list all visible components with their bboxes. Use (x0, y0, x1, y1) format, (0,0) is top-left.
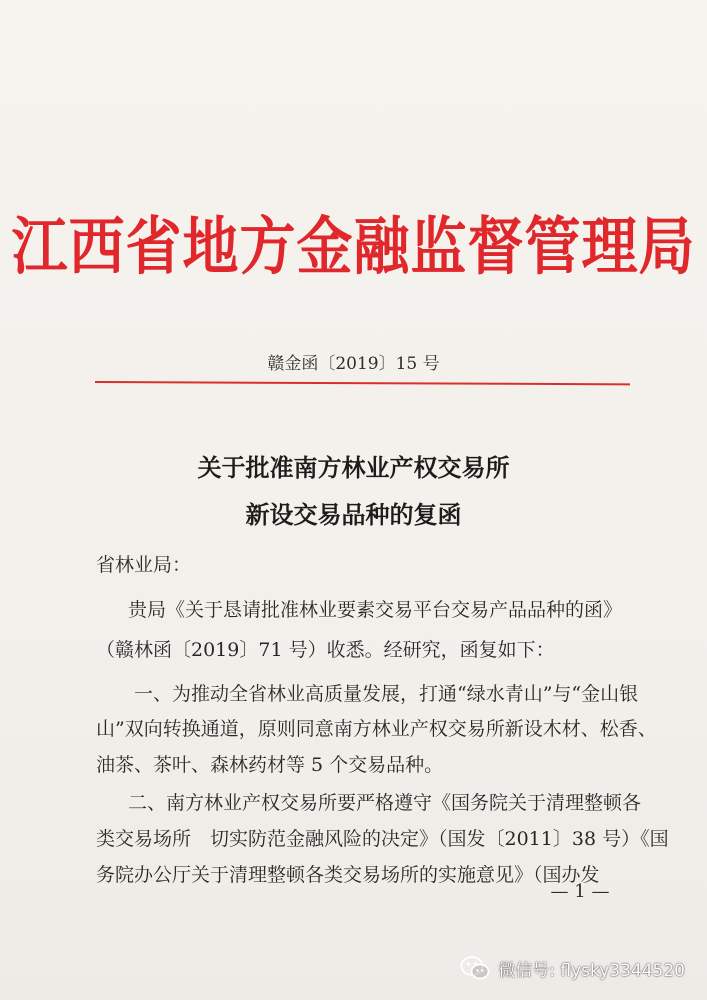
wechat-icon (460, 955, 490, 981)
addressee: 省林业局： (96, 554, 192, 576)
body-line: 山”双向转换通道，原则同意南方林业产权交易所新设木材、松香、 (96, 718, 657, 740)
body-line: 一、为推动全省林业高质量发展，打通“绿水青山”与“金山银 (134, 683, 639, 705)
watermark-text: 微信号: flysky3344520 (498, 960, 685, 981)
body-line: 贵局《关于恳请批准林业要素交易平台交易产品品种的函》 (128, 599, 623, 621)
organization-header: 江西省地方金融监督管理局 (11, 211, 696, 284)
document-number: 赣金函〔2019〕15 号 (267, 354, 440, 374)
body-line: 务院办公厅关于清理整顿各类交易场所的实施意见》（国办发 (96, 864, 600, 886)
body-line: 油茶、茶叶、森林药材等 5 个交易品种。 (96, 754, 444, 776)
subject-title-line-2: 新设交易品种的复函 (245, 501, 462, 529)
body-line: 类交易场所 切实防范金融风险的决定》（国发〔2011〕38 号）《国 (96, 828, 669, 850)
wechat-watermark (460, 948, 685, 988)
body-line: 二、南方林业产权交易所要严格遵守《国务院关于清理整顿各 (128, 792, 642, 814)
subject-title-line-1: 关于批准南方林业产权交易所 (197, 454, 510, 482)
body-line: （赣林函〔2019〕71 号）收悉。经研究，函复如下： (96, 639, 555, 661)
page-number: — 1 — (550, 881, 610, 902)
red-divider-line (95, 381, 630, 385)
